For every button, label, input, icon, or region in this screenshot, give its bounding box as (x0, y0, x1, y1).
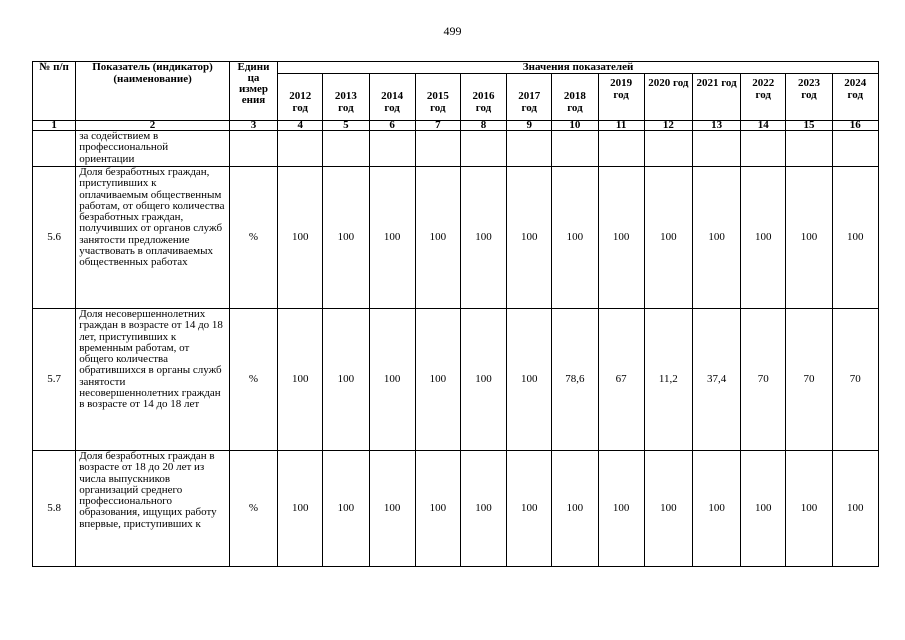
column-number: 8 (460, 121, 506, 131)
column-number: 1 (33, 121, 76, 131)
table-row (33, 451, 879, 567)
page-number: 499 (443, 24, 462, 38)
value-cell (323, 131, 369, 167)
value-cell: 100 (369, 451, 415, 567)
value-cell: 100 (507, 309, 552, 451)
value-cell (415, 131, 460, 167)
column-numbers-row (33, 121, 879, 131)
column-number: 12 (644, 121, 692, 131)
value-cell (552, 131, 598, 167)
header-year: 2022 год (741, 74, 786, 121)
value-cell (598, 131, 644, 167)
value-cell: 100 (644, 451, 692, 567)
header-year: 2017 год (507, 74, 552, 121)
header-year: 2021 год (692, 74, 740, 121)
column-number: 4 (278, 121, 323, 131)
header-num: № п/п (33, 62, 76, 121)
header-row-top (33, 62, 879, 74)
value-cell: 100 (741, 167, 786, 309)
header-year: 2012 год (278, 74, 323, 121)
value-cell: 100 (786, 167, 832, 309)
header-year: 2015 год (415, 74, 460, 121)
value-cell: 100 (369, 167, 415, 309)
value-cell: 100 (552, 451, 598, 567)
value-cell (832, 131, 878, 167)
value-cell: 100 (552, 167, 598, 309)
unit-cell: % (229, 451, 277, 567)
table-row (33, 167, 879, 309)
value-cell: 70 (741, 309, 786, 451)
value-cell: 100 (507, 451, 552, 567)
header-year: 2016 год (460, 74, 506, 121)
indicator-name: Доля безработных граждан в возрасте от 18 до 20 лет из числа выпускников организаций среднего профессионального образования, ищущих работу впервые, приступивших к (76, 451, 230, 567)
indicator-name: Доля несовершеннолетних граждан в возрасте от 14 до 18 лет, приступивших к временным работам, от общего количества обратившихся в органы служб занятости несовершеннолетних граждан в возрасте от 14 до 18 лет (76, 309, 230, 451)
unit-cell: % (229, 167, 277, 309)
value-cell: 100 (692, 451, 740, 567)
value-cell: 100 (598, 451, 644, 567)
header-unit: Едини ца измер ения (229, 62, 277, 121)
value-cell: 70 (786, 309, 832, 451)
value-cell: 100 (507, 167, 552, 309)
value-cell (507, 131, 552, 167)
header-year: 2023 год (786, 74, 832, 121)
unit-cell: % (229, 309, 277, 451)
indicator-name: за содействием в профессиональной ориентации (76, 131, 230, 167)
value-cell: 100 (598, 167, 644, 309)
unit-cell (229, 131, 277, 167)
column-number: 9 (507, 121, 552, 131)
value-cell: 100 (741, 451, 786, 567)
table-row (33, 131, 879, 167)
value-cell (369, 131, 415, 167)
value-cell: 100 (460, 451, 506, 567)
row-number: 5.6 (33, 167, 76, 309)
column-number: 10 (552, 121, 598, 131)
header-year: 2020 год (644, 74, 692, 121)
value-cell: 100 (832, 451, 878, 567)
header-year: 2013 год (323, 74, 369, 121)
value-cell: 100 (415, 167, 460, 309)
value-cell: 100 (415, 451, 460, 567)
indicator-name: Доля безработных граждан, приступивших к оплачиваемым общественным работам, от общего количества безработных граждан, получивших от органов служб занятости предложение участвовать в оплачиваемых общественных работах (76, 167, 230, 309)
column-number: 2 (76, 121, 230, 131)
column-number: 5 (323, 121, 369, 131)
header-year: 2024 год (832, 74, 878, 121)
value-cell: 100 (460, 309, 506, 451)
value-cell: 100 (460, 167, 506, 309)
header-values-group: Значения показателей (278, 62, 879, 74)
value-cell: 100 (278, 167, 323, 309)
value-cell: 100 (278, 309, 323, 451)
value-cell: 100 (832, 167, 878, 309)
value-cell: 67 (598, 309, 644, 451)
header-year: 2014 год (369, 74, 415, 121)
indicators-table (32, 61, 879, 567)
value-cell (644, 131, 692, 167)
column-number: 7 (415, 121, 460, 131)
row-number: 5.8 (33, 451, 76, 567)
column-number: 3 (229, 121, 277, 131)
row-number: 5.7 (33, 309, 76, 451)
value-cell: 100 (692, 167, 740, 309)
column-number: 14 (741, 121, 786, 131)
column-number: 11 (598, 121, 644, 131)
table-row (33, 309, 879, 451)
value-cell: 70 (832, 309, 878, 451)
column-number: 16 (832, 121, 878, 131)
value-cell: 100 (786, 451, 832, 567)
header-indicator: Показатель (индикатор) (наименование) (76, 62, 230, 121)
value-cell: 100 (278, 451, 323, 567)
value-cell (460, 131, 506, 167)
value-cell (741, 131, 786, 167)
row-number (33, 131, 76, 167)
value-cell: 100 (644, 167, 692, 309)
value-cell (786, 131, 832, 167)
value-cell: 100 (323, 451, 369, 567)
value-cell: 11,2 (644, 309, 692, 451)
column-number: 15 (786, 121, 832, 131)
value-cell: 100 (415, 309, 460, 451)
value-cell: 100 (369, 309, 415, 451)
value-cell: 100 (323, 167, 369, 309)
value-cell: 100 (323, 309, 369, 451)
column-number: 6 (369, 121, 415, 131)
column-number: 13 (692, 121, 740, 131)
value-cell: 78,6 (552, 309, 598, 451)
value-cell (692, 131, 740, 167)
header-year: 2018 год (552, 74, 598, 121)
value-cell (278, 131, 323, 167)
value-cell: 37,4 (692, 309, 740, 451)
header-year: 2019 год (598, 74, 644, 121)
